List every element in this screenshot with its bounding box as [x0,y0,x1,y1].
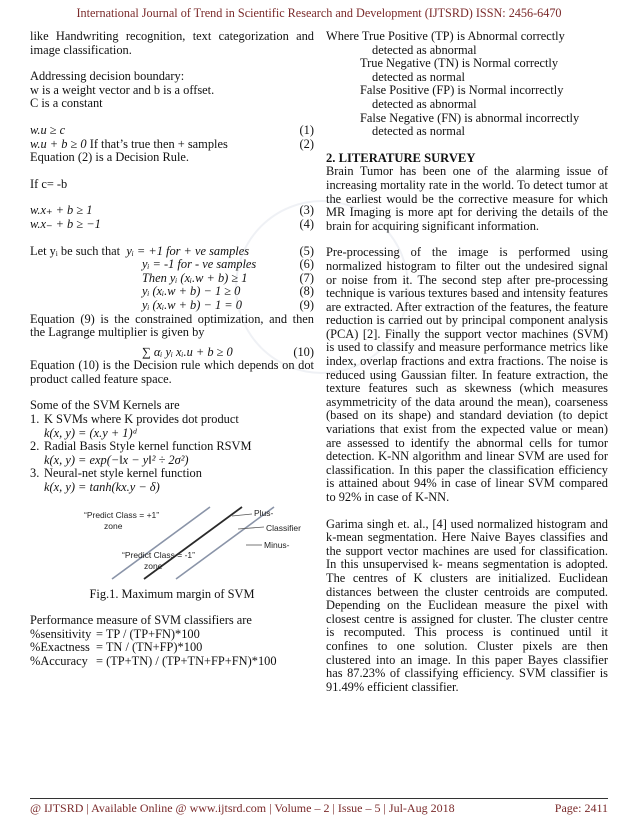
boundary-title: Addressing decision boundary: [30,69,185,84]
equation-10-number: (10) [293,344,314,359]
performance-formula: = TN / (TN+FP)*100 [96,640,203,655]
minus-zone-label-2: zone [144,560,163,571]
equation-8-number: (8) [299,284,314,299]
section-title: 2. LITERATURE SURVEY [326,150,476,165]
left-column [30,30,314,669]
definition-tp: Where True Positive (TP) is Abnormal correctly [326,29,565,43]
kernels-title: Some of the SVM Kernels are [30,398,180,413]
intro-text: like Handwriting recognition, text categorization and image classification. [30,29,314,57]
equation-7-number: (7) [299,270,314,285]
performance-formula: = TP / (TP+FN)*100 [96,626,200,641]
kernel-number: 3. [30,466,40,481]
journal-header: International Journal of Trend in Scientific Research and Development (IJTSRD) ISSN: 2456-6470 [76,6,562,20]
classifier-pointer [238,527,264,529]
equation-2-note: Equation (2) is a Decision Rule. [30,150,189,165]
plus-zone-label-2: zone [104,520,123,531]
definition-fp: False Positive (FP) is Normal incorrectly [360,83,564,98]
kernel-description: Radial Basis Style kernel function RSVM [44,439,252,454]
equation-8 [30,285,314,299]
equation-3 [30,204,314,218]
kernel-item-3 [30,467,314,481]
kernel-formula-1: k(x, y) = (x.y + 1)ᵈ [44,425,137,440]
performance-title: Performance measure of SVM classifiers are [30,613,252,628]
definition-tn: True Negative (TN) is Normal correctly [360,56,559,71]
right-column [326,30,608,694]
performance-metric: %sensitivity [30,626,92,641]
performance-row [30,628,314,642]
kernel-formula-3: k(x, y) = tanh(kx.y − δ) [44,480,160,495]
minus-label: Minus- [264,539,290,550]
kernel-item-1 [30,413,314,427]
definition-tn-cont: detected as normal [372,69,465,84]
equation-1-number: (1) [299,122,314,137]
equation-7 [30,272,314,286]
footer-info: @ IJTSRD | Available Online @ www.ijtsrd.com | Volume – 2 | Issue – 5 | Jul-Aug 2018 [30,801,455,815]
equation-6-number: (6) [299,257,314,272]
equation-9-expr: yᵢ (xᵢ.w + b) − 1 = 0 [142,297,242,312]
equation-4-expr: w.x₋ + b ≥ −1 [30,216,101,231]
performance-row [30,641,314,655]
equation-2-text: If that’s true then + samples [86,136,228,151]
equation-6 [30,258,314,272]
kernel-item-2 [30,440,314,454]
equation-9-note: Equation (9) is the constrained optimization, and then the Lagrange multiplier is given by [30,311,314,340]
plus-label: Plus- [254,507,274,518]
plus-zone-label: “Predict Class = +1” [84,509,160,520]
equation-1 [30,124,314,138]
equation-10-note: Equation (10) is the Decision rule which depends on dot product called feature space. [30,358,314,386]
paragraph-1: Brain Tumor has been one of the alarming issue of increasing mortality rate in the world. To detect tumor at the earliest would be the corrective measure for which MR Imaging is more apt for deriving the details of the brain for acquiring significant information. [326,164,608,233]
equation-8-expr: yᵢ (xᵢ.w + b) − 1 ≥ 0 [142,284,241,299]
c-description: C is a constant [30,96,103,111]
kernel-description: Neural-net style kernel function [44,466,202,481]
equation-6-expr: yᵢ = -1 for - ve samples [142,257,257,272]
equation-2-number: (2) [299,136,314,151]
equation-3-expr: w.x₊ + b ≥ 1 [30,203,93,218]
definition-tp-cont: detected as abnormal [372,42,477,57]
page-number: Page: 2411 [554,801,608,815]
kernel-number: 2. [30,439,40,454]
paragraph-3: Garima singh et. al., [4] used normalized histogram and k-mean segmentation. Here Naive Bayes classifies and the support vector machines are used for classification. In this unsupervised k- means segmentation is adopted. The centres of K clusters are initialized. Euclidean distances between the cluster centroids are computed. Depending on the Euclidean measure the pixel with closest centre is assigned for cluster. The cluster centre is recomputed. This process is continued until it confines to one solution. Cluster pixels are then clustered into an image. In this paper Bayes classifier has 87.23% of classifying efficiency. SVM classifier is 91.49% efficient classifier. [326,516,608,694]
minus-zone-label: “Predict Class = -1” [122,549,195,560]
equation-10 [30,346,314,360]
kernel-number: 1. [30,412,40,427]
equation-10-expr: ∑ αᵢ yᵢ xᵢ.u + b ≥ 0 [142,344,233,359]
definition-fn: False Negative (FN) is abnormal incorrectly [360,110,580,125]
equation-1-expr: w.u ≥ c [30,122,66,137]
plus-pointer [232,514,252,516]
classifier-label: Classifier [266,522,301,533]
if-c-text: If c= -b [30,176,68,191]
equation-5 [30,245,314,259]
performance-metric: %Accuracy [30,654,88,668]
equation-9 [30,299,314,313]
figure-caption: Fig.1. Maximum margin of SVM [89,586,255,601]
definition-fn-cont: detected as normal [372,124,465,139]
performance-formula: = (TP+TN) / (TP+TN+FP+FN)*100 [96,654,277,668]
equation-9-number: (9) [299,297,314,312]
kernel-description: K SVMs where K provides dot product [44,412,239,427]
equation-3-number: (3) [299,203,314,218]
equation-5-expr: yᵢ = +1 for + ve samples [126,243,250,258]
equation-5-number: (5) [299,243,314,258]
definition-fp-cont: detected as abnormal [372,96,477,111]
equation-7-expr: Then yᵢ (xᵢ.w + b) ≥ 1 [142,270,248,285]
equation-4 [30,218,314,232]
paragraph-2: Pre-processing of the image is performed using normalized histogram to filter out the undesired signal or noise from it. The second step after pre-processing technique is various textures based and intensity features are extracted. After extraction of the features, the feature reduction is carried out by principal component analysis (PCA) [2]. Finally the support vector machines (SVM) is used to classify and measure performance metrics like index, overlap fractions and extra fractions. The noise is reduced using Gaussian filter. In feature extraction, the texture features such as skewness (which measures asymmetricity of the data around the mean), coarseness (based on its shape) and standard deviation (to depict variations that exist from the expected value or mean) are assessed to identify the abnormal cells for tumor detection. K-NN algorithm and linear SVM are used for classification. In this paper the classification efficiency is attained about 94% in case of linear SVM compared to 92% in case of K-NN. [326,245,608,504]
page-footer [30,798,608,816]
w-description: w is a weight vector and b is a offset. [30,82,215,97]
svm-margin-figure [82,505,314,581]
performance-metric: %Exactness [30,640,90,655]
kernel-formula-2: k(x, y) = exp(−‖x − y‖² ÷ 2σ²) [44,452,189,467]
equation-5-lead: Let yᵢ be such that [30,243,121,258]
performance-row [30,655,314,669]
equation-2-expr: w.u + b ≥ 0 [30,136,87,151]
equation-2 [30,138,314,152]
equation-4-number: (4) [299,216,314,231]
